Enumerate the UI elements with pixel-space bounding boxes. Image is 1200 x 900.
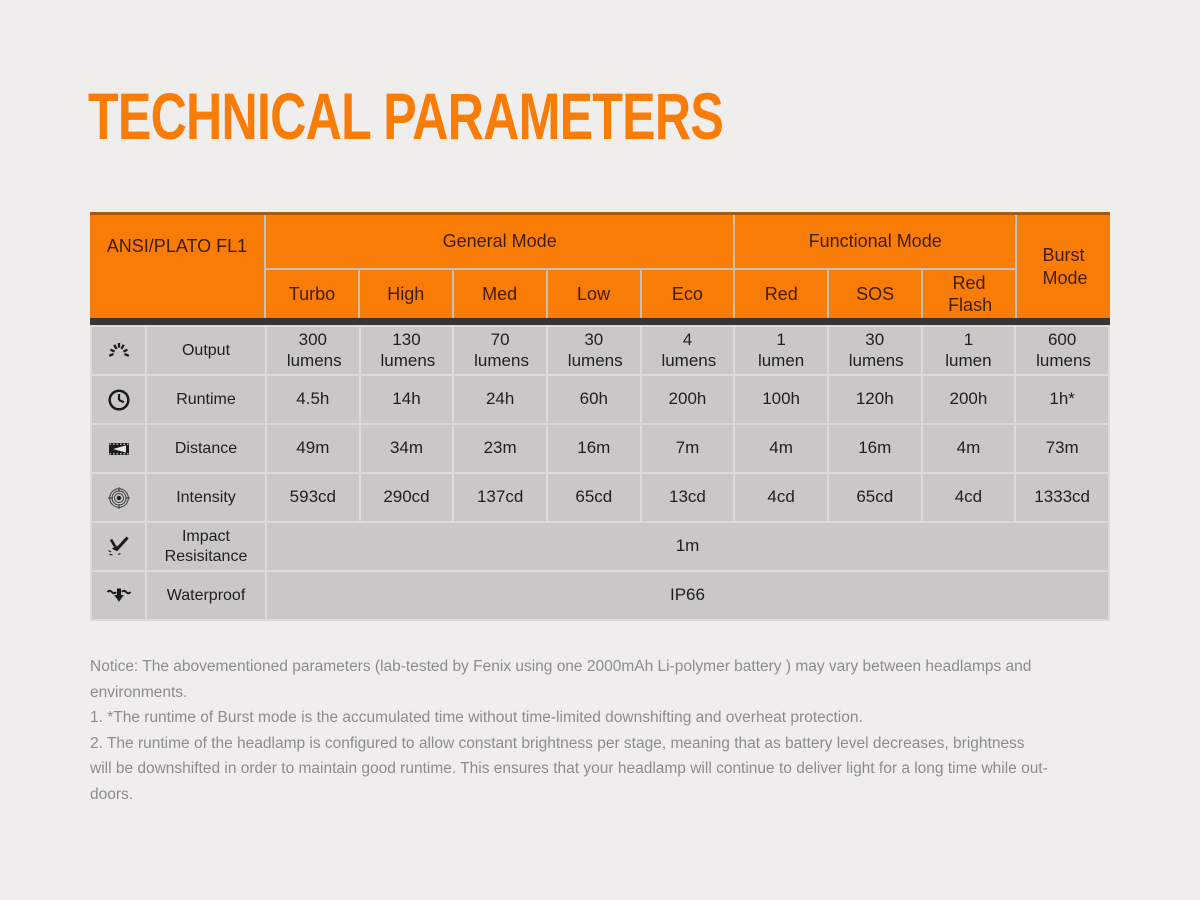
spec-cell: 120h	[828, 375, 922, 424]
spec-table	[90, 212, 1110, 621]
spec-cell-merged-waterproof: IP66	[266, 571, 1109, 620]
group-header-general-mode: General Mode	[265, 214, 734, 270]
red-flash-label: Red Flash	[948, 272, 993, 315]
spec-table-body	[90, 325, 1110, 621]
spec-cell: 4cd	[734, 473, 828, 522]
spec-cell: 60h	[547, 375, 641, 424]
spec-cell: 73m	[1015, 424, 1109, 473]
spec-cell: 13cd	[641, 473, 735, 522]
spec-cell	[453, 326, 547, 375]
notice-line: will be downshifted in order to maintain good runtime. This ensures that your headlamp will continue to deliver light for a long time while out-	[90, 760, 1048, 778]
spec-cell: 593cd	[266, 473, 360, 522]
page-title: TECHNICAL PARAMETERS	[88, 79, 724, 153]
spec-cell: 290cd	[360, 473, 454, 522]
waterproof-icon	[91, 571, 146, 620]
spec-cell: 4m	[922, 424, 1016, 473]
row-label-waterproof: Waterproof	[146, 571, 266, 620]
spec-cell	[266, 326, 360, 375]
cell-value: 30 lumens	[567, 330, 623, 371]
notice-line: 1. *The runtime of Burst mode is the accumulated time without time-limited downshifting and overheat protection.	[90, 709, 863, 727]
spec-cell	[734, 326, 828, 375]
spec-cell: 4m	[734, 424, 828, 473]
spec-cell: 1333cd	[1015, 473, 1109, 522]
table-row-output	[91, 326, 1109, 375]
spec-cell: 34m	[360, 424, 454, 473]
cell-value: 30 lumens	[848, 330, 904, 371]
notice-line: Notice: The abovementioned parameters (lab-tested by Fenix using one 2000mAh Li-polymer battery ) may vary between headlamps and	[90, 658, 1032, 675]
mode-header-red: Red	[734, 269, 828, 318]
impact-icon	[91, 522, 146, 571]
spec-cell: 7m	[641, 424, 735, 473]
runtime-icon	[91, 375, 146, 424]
mode-header-red-flash	[922, 269, 1016, 318]
header-body-divider	[90, 318, 1110, 325]
table-row-runtime	[91, 375, 1109, 424]
spec-cell	[547, 326, 641, 375]
row-label-intensity: Intensity	[146, 473, 266, 522]
cell-value: 70 lumens	[474, 330, 529, 371]
group-header-burst-mode	[1016, 214, 1110, 319]
spec-cell: 137cd	[453, 473, 547, 522]
spec-cell: 200h	[922, 375, 1016, 424]
table-row-intensity	[91, 473, 1109, 522]
notice-line: environments.	[90, 683, 188, 701]
cell-value: 1 lumen	[757, 330, 805, 371]
row-label-runtime: Runtime	[146, 375, 266, 424]
cell-value: 4 lumens	[661, 330, 717, 371]
group-header-functional-mode: Functional Mode	[734, 214, 1016, 270]
mode-header-sos: SOS	[828, 269, 922, 318]
cell-value: 1 lumen	[945, 330, 992, 371]
spec-cell: 49m	[266, 424, 360, 473]
cell-value: 130 lumens	[380, 330, 436, 371]
burst-mode-label: Burst Mode	[1042, 245, 1088, 288]
mode-header-med: Med	[453, 269, 547, 318]
spec-cell: 100h	[734, 375, 828, 424]
row-label-distance: Distance	[146, 424, 266, 473]
spec-cell: 16m	[828, 424, 922, 473]
spec-cell: 200h	[641, 375, 735, 424]
mode-header-high: High	[359, 269, 453, 318]
table-row-impact-resistance	[91, 522, 1109, 571]
spec-cell: 4cd	[922, 473, 1016, 522]
cell-value: 300 lumens	[286, 330, 342, 371]
spec-cell	[828, 326, 922, 375]
distance-icon	[91, 424, 146, 473]
spec-cell: 16m	[547, 424, 641, 473]
mode-header-eco: Eco	[641, 269, 735, 318]
spec-cell: 23m	[453, 424, 547, 473]
row-label-output: Output	[146, 326, 266, 375]
mode-header-turbo: Turbo	[265, 269, 359, 318]
spec-cell: 1h*	[1015, 375, 1109, 424]
notice-line: doors.	[90, 785, 134, 803]
spec-cell	[641, 326, 735, 375]
intensity-icon	[91, 473, 146, 522]
notice-text	[90, 654, 1120, 808]
spec-cell-merged-impact: 1m	[266, 522, 1109, 571]
spec-cell	[922, 326, 1016, 375]
table-row-waterproof	[91, 571, 1109, 620]
spec-cell	[1015, 326, 1109, 375]
output-icon	[91, 326, 146, 375]
mode-header-low: Low	[547, 269, 641, 318]
table-row-distance	[91, 424, 1109, 473]
row-label-impact-resistance: Impact Resisitance	[146, 522, 266, 571]
spec-cell: 4.5h	[266, 375, 360, 424]
corner-header-ansi-plato: ANSI/PLATO FL1	[90, 214, 265, 319]
spec-cell: 24h	[453, 375, 547, 424]
spec-cell: 14h	[360, 375, 454, 424]
spec-cell: 65cd	[547, 473, 641, 522]
spec-cell: 65cd	[828, 473, 922, 522]
spec-cell	[360, 326, 454, 375]
notice-line: 2. The runtime of the headlamp is configured to allow constant brightness per stage, meaning that as battery level decreases, brightness	[90, 734, 1025, 752]
cell-value: 600 lumens	[1036, 330, 1091, 371]
spec-table-header	[90, 212, 1110, 318]
